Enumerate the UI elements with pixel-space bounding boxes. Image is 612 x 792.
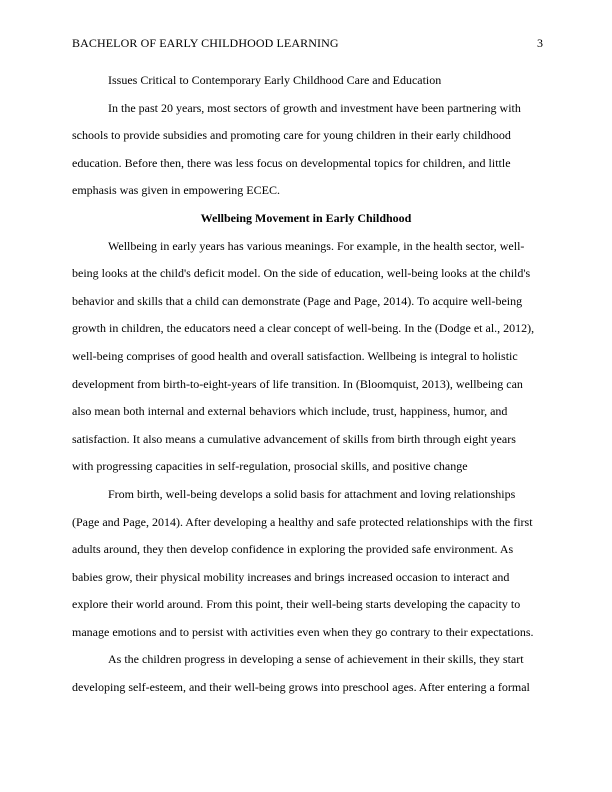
paragraph: From birth, well-being develops a solid basis for attachment and loving relationships (Page and Page, 2014). After developing a healthy and safe protected relationships with the first adults around, they then develop confidence in exploring the provided safe environment. As babies grow, their physical mobility increases and brings increased occasion to interact and explore their world around. From this point, their well-being starts developing the capacity to manage emotions and to persist with activities even when they go contrary to their expectations.: [72, 486, 534, 639]
page-number: 3: [537, 36, 543, 50]
section-heading: Wellbeing Movement in Early Childhood: [200, 210, 412, 225]
paragraph: Wellbeing in early years has various meanings. For example, in the health sector, well-being looks at the child's deficit model. On the side of education, well-being looks at the child's behavior and skills that a child can demonstrate (Page and Page, 2014). To acquire well-being growth in children, the educators need a clear concept of well-being. In the (Dodge et al., 2012), well-being comprises of good health and overall satisfaction. Wellbeing is integral to holistic development from birth-to-eight-years of life transition. In (Bloomquist, 2013), wellbeing can also mean both internal and external behaviors which include, trust, happiness, humor, and satisfaction. It also means a cumulative advancement of skills from birth through eight years with progressing capacities in self-regulation, prosocial skills, and positive change: [72, 238, 535, 474]
title-line: Issues Critical to Contemporary Early Childhood Care and Education: [108, 73, 442, 87]
document-body: [72, 67, 540, 702]
intro-paragraph: In the past 20 years, most sectors of growth and investment have been partnering with schools to provide subsidies and promoting care for young children in their early childhood education. Before then, there was less focus on developmental topics for children, and little emphasis was given in empowering ECEC.: [72, 100, 521, 198]
running-head: BACHELOR OF EARLY CHILDHOOD LEARNING: [72, 36, 339, 50]
paragraph: As the children progress in developing a sense of achievement in their skills, they start developing self-esteem, and their well-being grows into preschool ages. After entering a formal: [72, 652, 530, 695]
